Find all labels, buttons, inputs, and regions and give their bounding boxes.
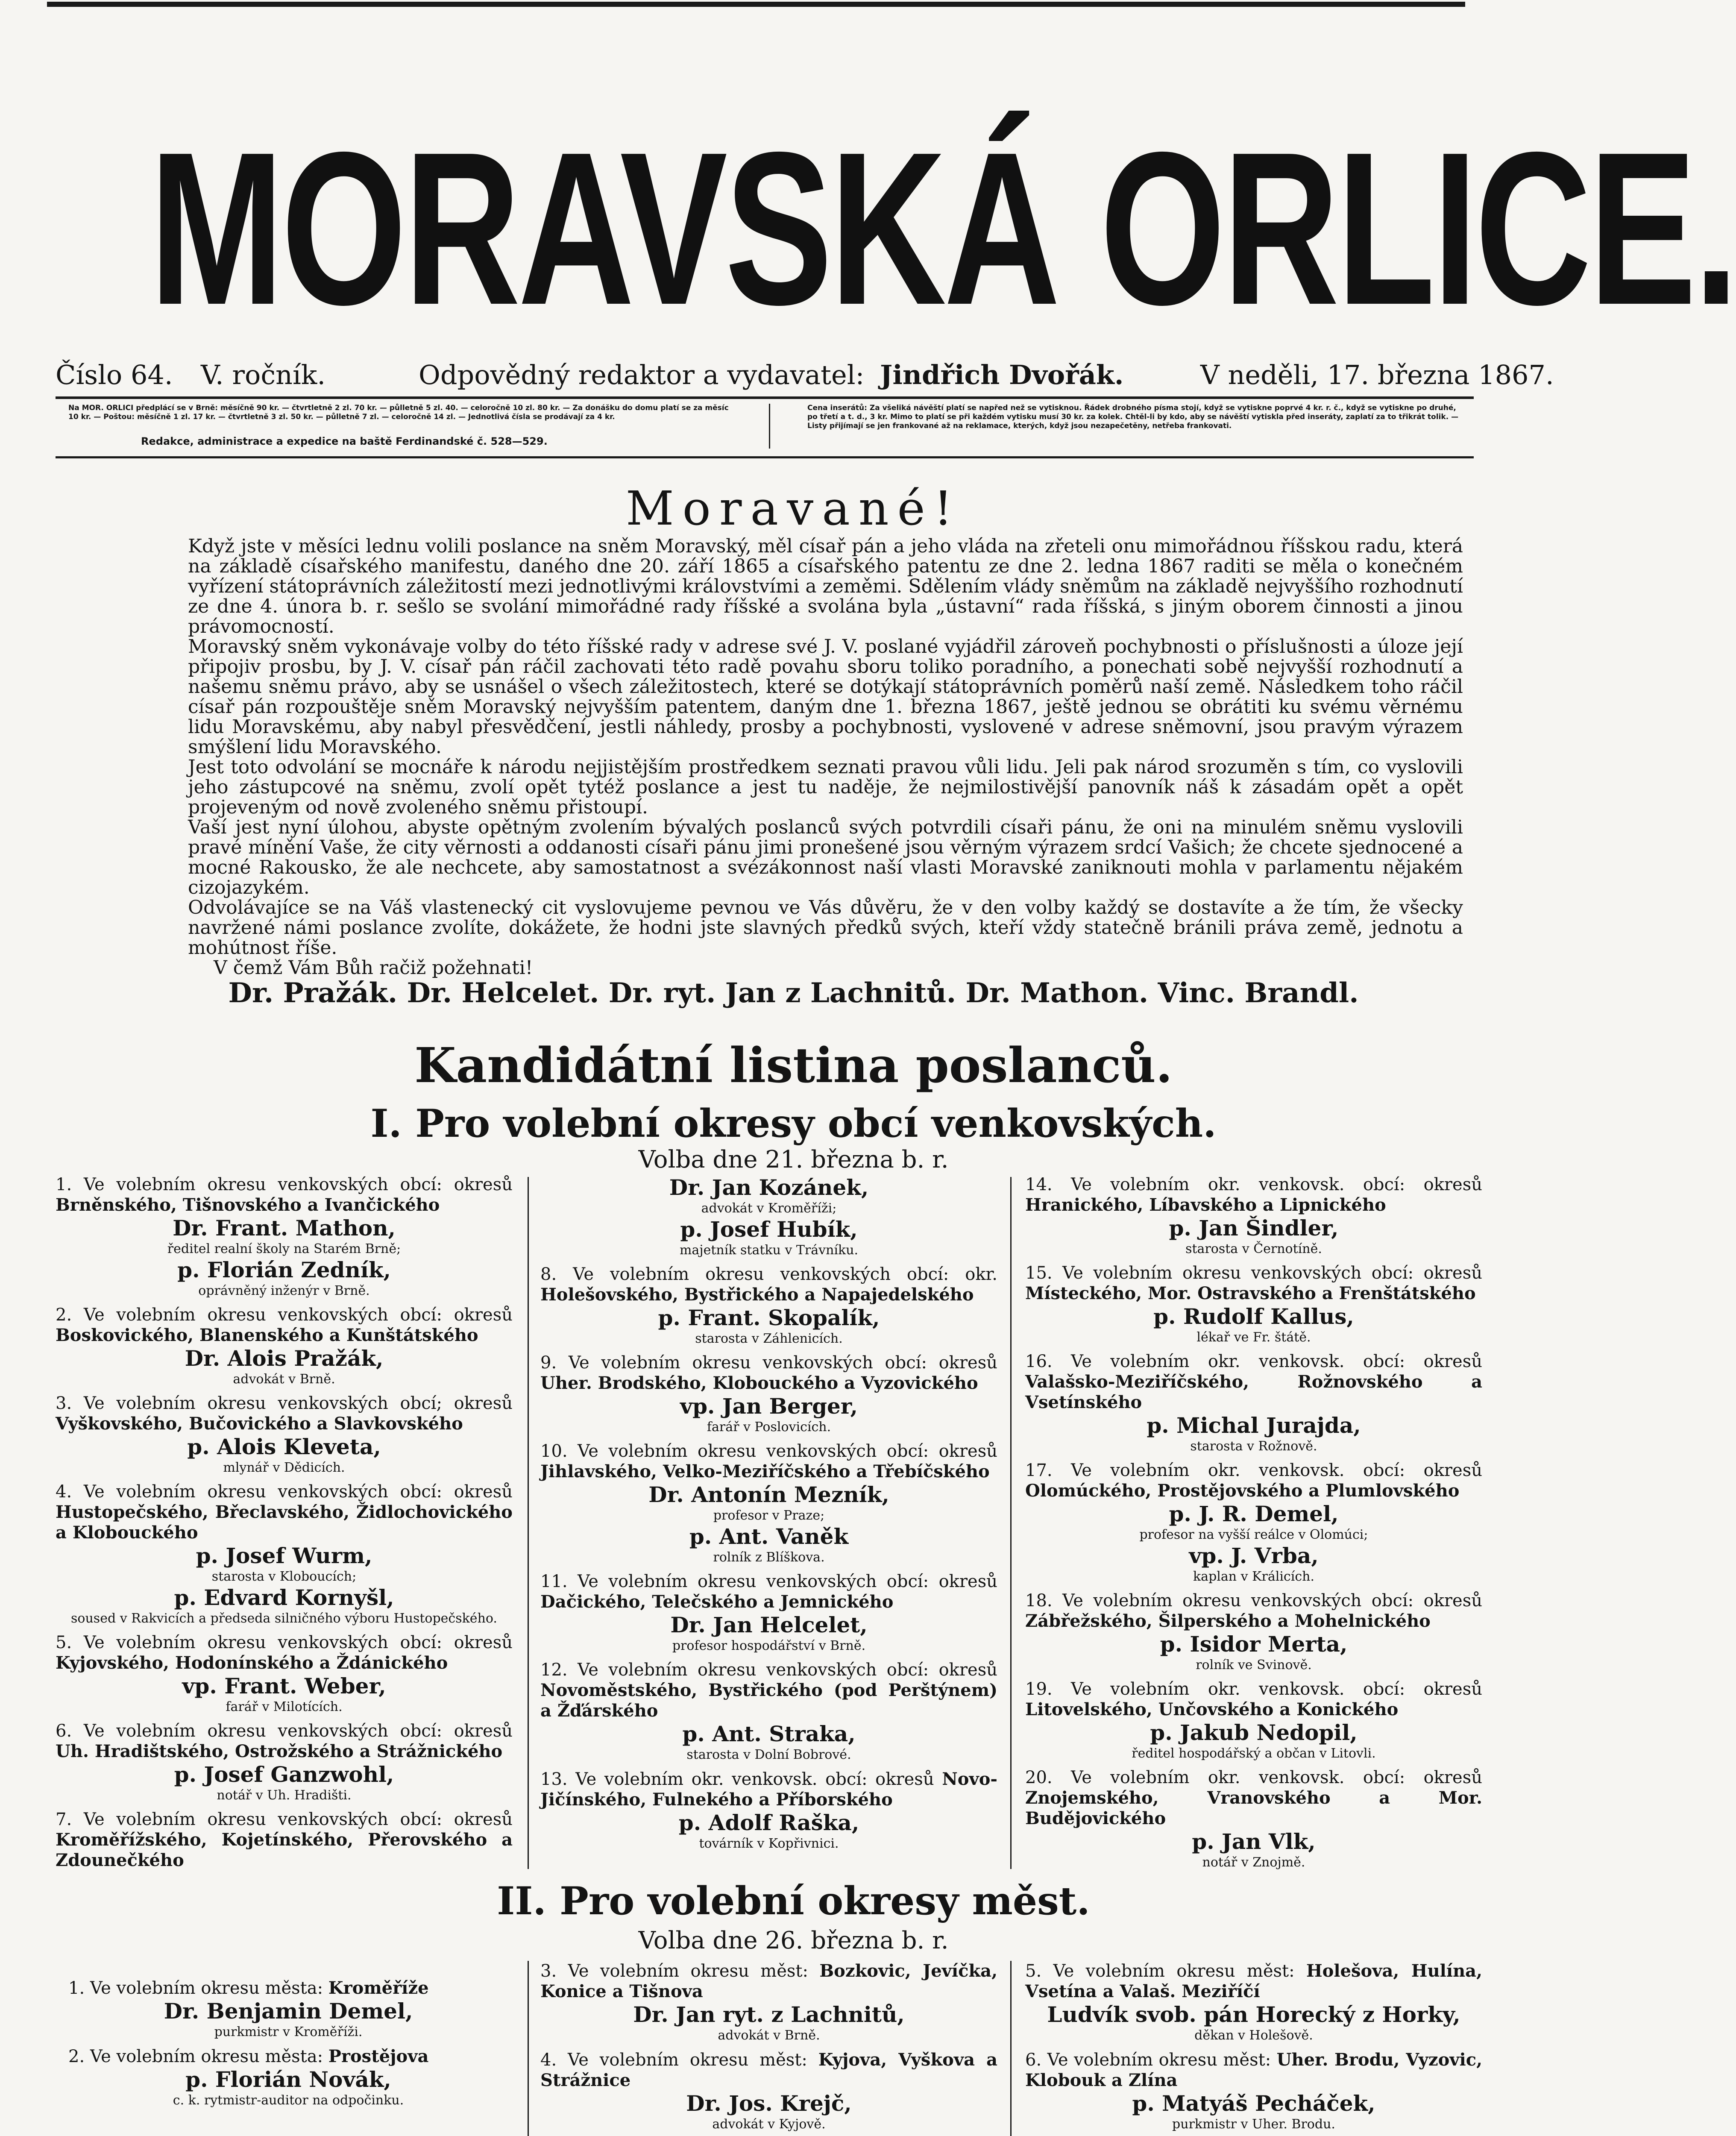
district-entry <box>56 1721 513 1804</box>
district-entry <box>540 2050 997 2133</box>
district-description <box>68 2046 508 2067</box>
towns-election-date: Volba dne 26. března b. r. <box>638 1927 949 1954</box>
district-names: Hustopečského, Břeclavského, Židlochovického a Klobouckého <box>56 1502 513 1543</box>
district-intro: 3. Ve volebním okresu měst: <box>540 1961 808 1981</box>
district-entry <box>56 1394 513 1476</box>
administration-address: Redakce, administrace a expedice na baště Ferdinandské č. 528—529. <box>141 435 548 447</box>
district-names: Hranického, Líbavského a Lipnického <box>1025 1195 1386 1215</box>
towns-column-2 <box>540 1961 997 2136</box>
district-description <box>56 1305 513 1346</box>
candidate-name: p. Matyáš Pecháček, <box>1132 2091 1375 2116</box>
candidate-name: p. Rudolf Kallus, <box>1153 1304 1354 1329</box>
district-entry <box>1025 1768 1482 1871</box>
candidate-name: p. Frant. Skopalík, <box>658 1305 880 1330</box>
header-rule-bottom <box>56 456 1474 458</box>
candidate-name: Dr. Jan Kozánek, <box>669 1175 869 1200</box>
district-description <box>540 1265 997 1305</box>
district-entry <box>56 1633 513 1715</box>
district-names: Uher. Brodu, Vyzovic, Klobouk a Zlína <box>1025 2050 1482 2090</box>
candidate-name: p. Jan Vlk, <box>1192 1829 1316 1854</box>
candidate-role: advokát v Brně. <box>718 2028 820 2043</box>
candidate-role: profesor na vyšší reálce v Olomúci; <box>1139 1527 1368 1542</box>
proclamation-heading: Moravané! <box>626 481 961 536</box>
district-names: Prostějova <box>328 2046 429 2066</box>
candidate-name: p. Alois Kleveta, <box>187 1434 381 1459</box>
district-entry <box>56 1305 513 1388</box>
district-intro: 2. Ve volebním okresu města: <box>68 2047 323 2066</box>
proclamation-text <box>188 536 1463 978</box>
candidate-name: Dr. Frant. Mathon, <box>173 1215 396 1241</box>
district-entry <box>56 1482 513 1627</box>
district-entry <box>540 1769 997 1852</box>
district-description <box>56 1175 513 1215</box>
district-names: Olomúckého, Prostějovského a Plumlovského <box>1025 1481 1460 1501</box>
district-names: Znojemského, Vranovského a Mor. Budějovického <box>1025 1788 1482 1828</box>
candidate-role: ředitel hospodářský a občan v Litovli. <box>1132 1746 1376 1761</box>
candidate-name: p. Josef Wurm, <box>196 1543 372 1568</box>
candidate-name: Dr. Alois Pražák, <box>185 1346 384 1371</box>
district-intro: 8. Ve volebním okresu venkovských obcí: okr. <box>540 1265 997 1284</box>
candidate-name: vp. Frant. Weber, <box>182 1673 386 1699</box>
candidate-role: advokát v Kroměříži; <box>701 1201 837 1216</box>
candidate-name: p. Florián Zedník, <box>177 1257 391 1282</box>
district-names: Uh. Hradištského, Ostrožského a Strážnického <box>56 1741 503 1761</box>
district-intro: 4. Ve volebním okresu venkovských obcí: okresů <box>56 1482 513 1502</box>
proclamation-paragraph: Vaší jest nyní úlohou, abyste opětným zvolením bývalých poslanců svých potvrdili císaři pánu, že oni na minulém sněmu vyslovili pravé mínění Vaše, že city věrnosti a oddanosti císaři pánu jimi pronešené jsou věrným výrazem srdcí Vašich; že chcete sjednocené a mocné Rakousko, že ale nechcete, aby samostatnost a svézákonnost naší vlasti Moravské zaniknouti mohla v parlamentu nějakém cizojazykém. <box>188 816 1463 898</box>
candidate-role: starosta v Rožnově. <box>1190 1439 1317 1454</box>
district-description <box>540 1572 997 1612</box>
district-names: Boskovického, Blanenského a Kunštátského <box>56 1325 478 1345</box>
district-names: Vyškovského, Bučovického a Slavkovského <box>56 1414 463 1434</box>
candidate-role: c. k. rytmistr-auditor na odpočinku. <box>173 2093 404 2108</box>
candidate-name: p. Isidor Merta, <box>1160 1631 1348 1657</box>
proclamation-paragraph: Moravský sněm vykonávaje volby do této říšské rady v adrese své J. V. poslané vyjádřil zároveň pochybnosti o příslušnosti a úloze její připojiv prosbu, by J. V. císař pán ráčil zachovati této radě povahu sboru toliko poradního, a ponechati sobě nejvyšší rozhodnutí a našemu sněmu právo, aby se usnášel o všech záležitostech, které se dotýkají státoprávních poměrů naší země. Následkem toho ráčil císař pán rozpouštěje sněm Moravský nejvyšším patentem, daným dne 1. března 1867, ještě jednou se obrátiti ku svému věrnému lidu Moravskému, aby nabyl přesvědčení, jestli náhledy, prosby a pochybnosti, vyslovené v adrese sněmovní, jsou pravým výrazem smýšlení lidu Moravského. <box>188 636 1463 758</box>
district-intro: 1. Ve volebním okresu venkovských obcí: okresů <box>56 1175 513 1194</box>
candidate-name: p. Josef Hubík, <box>680 1217 858 1242</box>
candidate-role: majetník statku v Trávníku. <box>679 1243 859 1258</box>
district-names: Litovelského, Unčovského a Konického <box>1025 1699 1399 1719</box>
candidate-role: starosta v Dolní Bobrové. <box>686 1747 851 1762</box>
district-entry <box>1025 2050 1482 2133</box>
district-names: Jihlavského, Velko-Meziříčského a Třebíčského <box>540 1461 990 1482</box>
district-description <box>1025 1961 1482 2002</box>
candidate-role: farář v Poslovicích. <box>707 1420 831 1435</box>
candidate-role: soused v Rakvicích a předseda silničného výboru Hustopečského. <box>71 1611 497 1626</box>
candidate-role: notář v Uh. Hradišti. <box>217 1788 352 1803</box>
candidate-name: p. Adolf Raška, <box>678 1810 859 1835</box>
district-names: Dačického, Telečského a Jemnického <box>540 1592 894 1612</box>
district-intro: 10. Ve volebním okresu venkovských obcí: okresů <box>540 1441 997 1461</box>
candidate-role: ředitel realní školy na Starém Brně; <box>167 1241 401 1256</box>
candidate-role: profesor hospodářství v Brně. <box>672 1638 866 1653</box>
district-intro: 6. Ve volebním okresu venkovských obcí: okresů <box>56 1721 513 1741</box>
advert-terms: Cena inserátů: Za všeliká návěští platí se napřed než se vytisknou. Řádek drobného písma stojí, když se vytiskne poprvé 4 kr. r. č., když se vytiskne po druhé, po třetí a t. d., 3 kr. Mimo to platí se při každém vytisku musí 30 kr. za kolek. Chtěl-li by kdo, aby se návěští vytiskla před inseráty, zaplatí za to třikrát tolik. — Listy přijímají se jen frankované až na reklamace, kterých, když jsou nezapečetěny, netřeba frankovati. <box>807 404 1459 430</box>
district-intro: 20. Ve volebním okr. venkovsk. obcí: okresů <box>1025 1768 1482 1787</box>
district-description <box>540 1353 997 1394</box>
district-description <box>56 1721 513 1762</box>
district-entry <box>540 1441 997 1566</box>
district-description <box>56 1482 513 1543</box>
candidate-name: vp. J. Vrba, <box>1189 1543 1319 1568</box>
candidate-role: purkmistr v Kroměříži. <box>214 2025 363 2039</box>
candidate-role: rolník z Blíškova. <box>713 1550 825 1565</box>
header-rule <box>56 396 1474 399</box>
candidate-role: profesor v Praze; <box>713 1508 825 1523</box>
district-names: Bozkovic, Jevíčka, Konice a Tišnova <box>540 1961 998 2001</box>
candidate-name: p. Florián Novák, <box>185 2067 391 2092</box>
district-names: Kyjovského, Hodonínského a Ždánického <box>56 1653 448 1673</box>
header-divider <box>769 404 770 449</box>
rural-section-heading: I. Pro volební okresy obcí venkovských. <box>370 1101 1217 1146</box>
district-description <box>540 2050 997 2091</box>
district-entry <box>1025 1461 1482 1585</box>
district-names: Kyjova, Vyškova a Strážnice <box>540 2050 997 2090</box>
district-entry <box>56 1810 513 1871</box>
district-intro: 9. Ve volebním okresu venkovských obcí: okresů <box>540 1353 997 1373</box>
editor-label: Odpovědný redaktor a vydavatel: <box>419 359 865 390</box>
candidate-role: starosta v Černotíně. <box>1185 1241 1322 1256</box>
district-description <box>540 1660 997 1721</box>
candidate-name: p. Jakub Nedopil, <box>1150 1720 1358 1745</box>
district-entry <box>1025 1961 1482 2044</box>
district-intro: 18. Ve volebním okresu venkovských obcí: okresů <box>1025 1591 1482 1611</box>
candidate-name: vp. Jan Berger, <box>680 1394 858 1419</box>
proclamation-paragraph: Jest toto odvolání se mocnáře k národu nejjistějším prostředkem seznati pravou vůli lidu. Jeli pak národ srozuměn s tím, co vyslovili jeho zástupcové na sněmu, zvolí opět tytéž poslance a jest tu naděje, že nejmilostivější panovník náš k zásadám opět a opět projeveným od nově zvoleného sněmu přistoupí. <box>188 756 1463 818</box>
district-description <box>1025 1768 1482 1829</box>
district-names: Kroměřížského, Kojetínského, Přerovského a Zdounečkého <box>56 1830 513 1870</box>
district-description <box>1025 1591 1482 1631</box>
signatories: Dr. Pražák. Dr. Helcelet. Dr. ryt. Jan z Lachnitů. Dr. Mathon. Vinc. Brandl. <box>228 977 1359 1009</box>
district-entry <box>540 1660 997 1763</box>
district-names: Brněnského, Tišnovského a Ivančického <box>56 1195 440 1215</box>
district-intro: 11. Ve volebním okresu venkovských obcí: okresů <box>540 1572 997 1591</box>
candidate-name: Dr. Jan Helcelet, <box>670 1612 868 1637</box>
candidate-role: oprávněný inženýr v Brně. <box>198 1283 370 1298</box>
district-entry <box>68 1978 508 2040</box>
candidate-role: starosta v Záhlenicích. <box>695 1331 843 1346</box>
district-names: Novoměstského, Bystřického (pod Perštýnem) a Žďárského <box>540 1680 997 1721</box>
candidate-name: Dr. Jos. Krejč, <box>686 2091 852 2116</box>
rural-election-date: Volba dne 21. března b. r. <box>638 1146 949 1174</box>
candidate-name: Dr. Jan ryt. z Lachnitů, <box>633 2002 905 2027</box>
editor-name: Jindřich Dvořák. <box>880 359 1124 390</box>
column-divider <box>528 1961 529 2136</box>
candidate-name: p. Michal Jurajda, <box>1147 1413 1361 1438</box>
district-entry <box>540 1353 997 1435</box>
district-description <box>56 1394 513 1434</box>
district-description <box>1025 2050 1482 2091</box>
candidate-role: rolník ve Svinově. <box>1196 1658 1312 1672</box>
candidate-role: purkmistr v Uher. Brodu. <box>1172 2117 1335 2132</box>
district-entry <box>1025 1263 1482 1346</box>
proclamation-paragraph: Odvolávajíce se na Váš vlastenecký cit vyslovujeme pevnou ve Vás důvěru, že v den volby každý se dostavíte a že tím, že všecky navržené námi poslance zvolíte, dokážete, že hodni jste slavných předků svých, kteří vždy statečně bránili práva země, jednotu a mohútnost říše. <box>188 897 1463 959</box>
candidate-role: továrník v Kopřivnici. <box>699 1836 839 1851</box>
district-description <box>68 1978 508 1998</box>
candidate-role: advokát v Brně. <box>233 1372 335 1387</box>
district-intro: 3. Ve volebním okresu venkovských obcí; okresů <box>56 1394 513 1413</box>
district-description <box>1025 1175 1482 1215</box>
district-names: Holešovského, Bystřického a Napajedelského <box>540 1285 974 1305</box>
district-intro: 2. Ve volebním okresu venkovských obcí: okresů <box>56 1305 513 1325</box>
candidate-name: p. J. R. Demel, <box>1169 1501 1339 1526</box>
district-names: Valašsko-Meziříčského, Rožnovského a Vsetínského <box>1025 1372 1482 1412</box>
district-entry <box>540 1572 997 1654</box>
district-description <box>1025 1461 1482 1501</box>
proclamation-paragraph: Když jste v měsíci lednu volili poslance na sněm Moravský, měl císař pán a jeho vláda na zřeteli onu mimořádnou říšskou radu, která na základě císařského manifestu, daného dne 20. září 1865 a císařského patentu ze dne 2. ledna 1867 raditi se měla o konečném vyřízení státoprávních záležitostí mezi jednotlivými královstvími a zeměmi. Sdělením vlády sněmům na základě nejvyššího rozhodnutí ze dne 4. února b. r. sešlo se svolání mimořádné rady říšské a svolána byla „ústavní“ rada říšská, s jiným oborem činnosti a jinou právomocností. <box>188 535 1463 637</box>
district-entry <box>56 1175 513 1299</box>
district-intro: 1. Ve volebním okresu města: <box>68 1978 323 1998</box>
candidate-name: Dr. Antonín Mezník, <box>648 1482 889 1507</box>
district-entry <box>1025 1352 1482 1455</box>
subscription-terms: Na MOR. ORLICI předplácí se v Brně: měsíčně 90 kr. — čtvrtletně 2 zl. 70 kr. — půlletně 5 zl. 40. — celoročně 10 zl. 80 kr. — Za donášku do domu platí se za měsíc 10 kr. — Poštou: měsíčně 1 zl. 17 kr. — čtvrtletně 3 zl. 50 kr. — půlletně 7 zl. — celoročně 14 zl. — Jednotlivá čísla se prodávají za 4 kr. <box>68 404 729 421</box>
district-names: Zábřežského, Šilperského a Mohelnického <box>1025 1611 1431 1631</box>
column-divider <box>528 1177 529 1869</box>
district-names: Kroměříže <box>328 1978 429 1998</box>
district-intro: 5. Ve volebním okresu měst: <box>1025 1961 1295 1981</box>
rural-column-1 <box>56 1175 513 1877</box>
district-intro: 7. Ve volebním okresu venkovských obcí: okresů <box>56 1810 513 1829</box>
district-names: Místeckého, Mor. Ostravského a Frenštátského <box>1025 1283 1476 1303</box>
volume: V. ročník. <box>201 359 326 390</box>
district-description <box>1025 1679 1482 1720</box>
candidate-role: lékař ve Fr. štátě. <box>1196 1330 1311 1345</box>
district-intro: 13. Ve volebním okr. venkovsk. obcí: okresů <box>540 1769 934 1789</box>
column-divider <box>1010 1961 1012 2136</box>
district-intro: 6. Ve volebním okresu měst: <box>1025 2050 1271 2070</box>
district-names: Uher. Brodského, Klobouckého a Vyzovického <box>540 1373 978 1393</box>
candidate-role: starosta v Kloboucích; <box>211 1569 357 1584</box>
district-intro: 19. Ve volebním okr. venkovsk. obcí: okresů <box>1025 1679 1482 1699</box>
district-intro: 5. Ve volebním okresu venkovských obcí: okresů <box>56 1633 513 1652</box>
district-entry <box>540 1961 997 2044</box>
district-description <box>1025 1263 1482 1304</box>
district-entry <box>540 1175 997 1259</box>
district-intro: 17. Ve volebním okr. venkovsk. obcí: okresů <box>1025 1461 1482 1480</box>
issue-date: V neděli, 17. března 1867. <box>1200 359 1554 390</box>
district-intro: 16. Ve volebním okr. venkovsk. obcí: okresů <box>1025 1352 1482 1371</box>
proclamation-blessing: V čemž Vám Bůh račiž požehnati! <box>214 957 533 979</box>
candidate-name: p. Edvard Kornyšl, <box>174 1585 394 1610</box>
candidate-name: p. Ant. Vaněk <box>689 1524 849 1549</box>
candidate-name: Dr. Benjamin Demel, <box>164 1998 413 2024</box>
issue-info-line <box>56 357 1554 393</box>
district-description <box>1025 1352 1482 1413</box>
masthead-title: MORAVSKÁ ORLICE. <box>150 107 1736 350</box>
district-entry <box>540 1265 997 1347</box>
towns-column-1 <box>68 1978 508 2115</box>
candidate-role: notář v Znojmě. <box>1202 1855 1305 1870</box>
district-entry <box>1025 1591 1482 1673</box>
rural-column-2 <box>540 1175 997 1858</box>
district-intro: 12. Ve volebním okresu venkovských obcí: okresů <box>540 1660 997 1680</box>
top-border <box>47 2 1465 7</box>
candidate-role: kaplan v Králicích. <box>1193 1569 1314 1584</box>
candidate-role: advokát v Kyjově. <box>712 2117 826 2132</box>
candidate-role: děkan v Holešově. <box>1194 2028 1313 2043</box>
district-names: Holešova, Hulína, Vsetína a Valaš. Meziříčí <box>1025 1961 1482 2001</box>
column-divider <box>1010 1177 1012 1869</box>
district-entry <box>1025 1175 1482 1257</box>
district-intro: 14. Ve volebním okr. venkovsk. obcí: okresů <box>1025 1175 1482 1194</box>
candidate-name: p. Jan Šindler, <box>1169 1215 1339 1241</box>
candidate-name: p. Josef Ganzwohl, <box>174 1762 394 1787</box>
district-description <box>540 1769 997 1810</box>
district-description <box>540 1441 997 1482</box>
towns-section-heading: II. Pro volební okresy měst. <box>497 1878 1090 1924</box>
candidates-heading: Kandidátní listina poslanců. <box>414 1038 1173 1094</box>
candidate-role: mlynář v Dědicích. <box>223 1460 345 1475</box>
candidate-name: Ludvík svob. pán Horecký z Horky, <box>1047 2002 1460 2027</box>
rural-column-3 <box>1025 1175 1482 1877</box>
candidate-role: farář v Milotících. <box>226 1699 343 1714</box>
district-names: Novo-Jičínského, Fulnekého a Příborského <box>540 1769 997 1810</box>
district-entry <box>68 2046 508 2109</box>
district-description <box>56 1633 513 1673</box>
district-description <box>56 1810 513 1871</box>
issue-number: Číslo 64. <box>56 359 173 390</box>
district-entry <box>1025 1679 1482 1762</box>
towns-column-3 <box>1025 1961 1482 2136</box>
district-description <box>540 1961 997 2002</box>
district-intro: 4. Ve volebním okresu měst: <box>540 2050 807 2070</box>
candidate-name: p. Ant. Straka, <box>682 1721 856 1746</box>
district-intro: 15. Ve volebním okresu venkovských obcí: okresů <box>1025 1263 1482 1283</box>
